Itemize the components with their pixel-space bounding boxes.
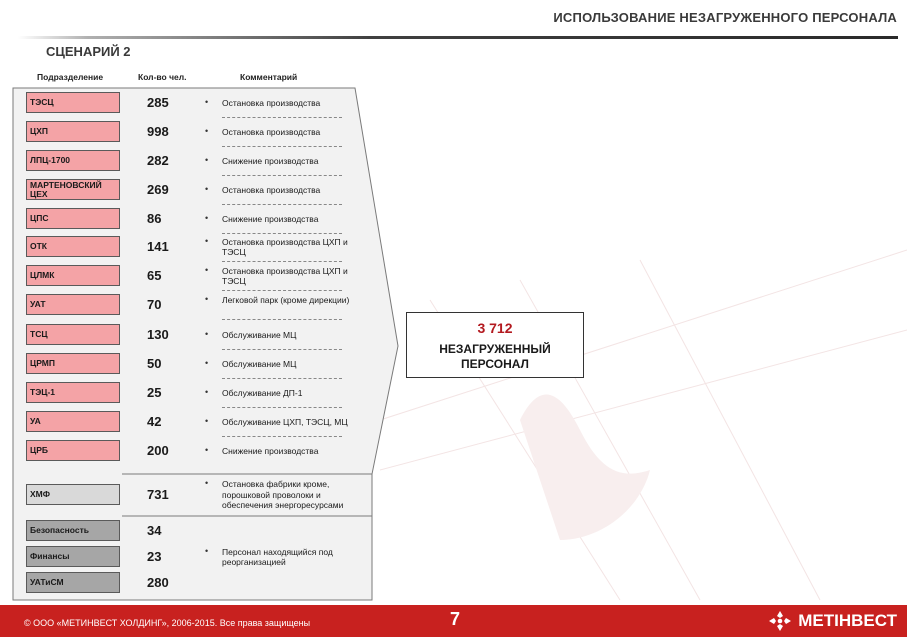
page-title: ИСПОЛЬЗОВАНИЕ НЕЗАГРУЖЕННОГО ПЕРСОНАЛА [553, 10, 897, 25]
dept-count: 86 [147, 211, 162, 226]
dept-box: ЦПС [26, 208, 120, 229]
dept-box: Безопасность [26, 520, 120, 541]
row-separator [222, 319, 342, 320]
dept-box: ЦРБ [26, 440, 120, 461]
logo-text: МЕТІНВЕСТ [798, 611, 897, 630]
bullet-icon: • [205, 415, 209, 426]
row-separator [222, 261, 342, 262]
dept-comment: Остановка производства [222, 184, 321, 195]
dept-comment: Остановка производства ЦХП и ТЭСЦ [222, 265, 348, 286]
dept-box: ЛПЦ-1700 [26, 150, 120, 171]
row-separator [222, 146, 342, 147]
dept-box: ЦРМП [26, 353, 120, 374]
dept-box: ХМФ [26, 484, 120, 505]
dept-comment: Остановка производства [222, 126, 321, 137]
column-header-count: Кол-во чел. [138, 72, 187, 82]
row-separator [222, 378, 342, 379]
page-number: 7 [450, 609, 461, 629]
row-separator [222, 117, 342, 118]
dept-count: 25 [147, 385, 162, 400]
dept-count: 70 [147, 297, 162, 312]
dept-comment: Легковой парк (кроме дирекции) [222, 294, 350, 305]
footer-bar [0, 605, 907, 637]
dept-count: 998 [147, 124, 169, 139]
bullet-icon: • [205, 545, 209, 556]
row-separator [222, 204, 342, 205]
dept-box: ТСЦ [26, 324, 120, 345]
dept-box: МАРТЕНОВСКИЙ ЦЕХ [26, 179, 120, 200]
dept-comment: Остановка производства ЦХП и ТЭСЦ [222, 236, 348, 257]
total-summary-box [406, 312, 584, 378]
dept-count: 50 [147, 356, 162, 371]
column-header-dept: Подразделение [37, 72, 104, 82]
row-separator [222, 349, 342, 350]
dept-count: 731 [147, 487, 169, 502]
dept-box: ОТК [26, 236, 120, 257]
copyright-text: © ООО «МЕТИНВЕСТ ХОЛДИНГ», 2006-2015. Все права защищены [24, 618, 311, 628]
row-separator [222, 407, 342, 408]
dept-box: ТЭЦ-1 [26, 382, 120, 403]
dept-count: 285 [147, 95, 169, 110]
logo-mark-icon [767, 609, 793, 633]
total-label: НЕЗАГРУЖЕННЫЙ ПЕРСОНАЛ [439, 342, 551, 371]
column-header-comment: Комментарий [240, 72, 298, 82]
dept-count: 282 [147, 153, 169, 168]
dept-comment: Обслуживание ЦХП, ТЭСЦ, МЦ [222, 416, 348, 427]
dept-count: 200 [147, 443, 169, 458]
bullet-icon: • [205, 444, 209, 455]
bullet-icon: • [205, 357, 209, 368]
dept-comment: Персонал находящийся под реорганизацией [222, 546, 333, 567]
dept-count: 42 [147, 414, 162, 429]
bullet-icon: • [205, 125, 209, 136]
row-separator [222, 233, 342, 234]
dept-comment: Остановка фабрики кроме, порошковой проволоки и обеспечения энергоресурсами [222, 479, 344, 511]
scenario-title: СЦЕНАРИЙ 2 [46, 44, 131, 59]
total-value: 3 712 [477, 320, 513, 336]
row-separator [222, 436, 342, 437]
dept-box: ЦЛМК [26, 265, 120, 286]
bullet-icon: • [205, 328, 209, 339]
dept-count: 34 [147, 523, 162, 538]
bullet-icon: • [205, 293, 209, 304]
row-separator [222, 290, 342, 291]
bullet-icon: • [205, 183, 209, 194]
dept-comment: Обслуживание ДП-1 [222, 387, 303, 398]
bullet-icon: • [205, 96, 209, 107]
bullet-icon: • [205, 212, 209, 223]
dept-count: 65 [147, 268, 162, 283]
dept-box: УАТиСМ [26, 572, 120, 593]
dept-count: 130 [147, 327, 169, 342]
dept-box: ЦХП [26, 121, 120, 142]
dept-box: УАТ [26, 294, 120, 315]
dept-comment: Снижение производства [222, 445, 319, 456]
dept-comment: Снижение производства [222, 155, 319, 166]
dept-count: 141 [147, 239, 169, 254]
dept-count: 23 [147, 549, 162, 564]
dept-box: УА [26, 411, 120, 432]
row-separator [222, 175, 342, 176]
dept-comment: Обслуживание МЦ [222, 329, 297, 340]
dept-count: 280 [147, 575, 169, 590]
dept-comment: Снижение производства [222, 213, 319, 224]
bullet-icon: • [205, 264, 209, 275]
dept-comment: Остановка производства [222, 97, 321, 108]
dept-comment: Обслуживание МЦ [222, 358, 297, 369]
bullet-icon: • [205, 154, 209, 165]
dept-box: ТЭСЦ [26, 92, 120, 113]
bullet-icon: • [205, 386, 209, 397]
dept-box: Финансы [26, 546, 120, 567]
bullet-icon: • [205, 478, 209, 489]
company-logo [767, 609, 897, 633]
dept-count: 269 [147, 182, 169, 197]
bullet-icon: • [205, 235, 209, 246]
